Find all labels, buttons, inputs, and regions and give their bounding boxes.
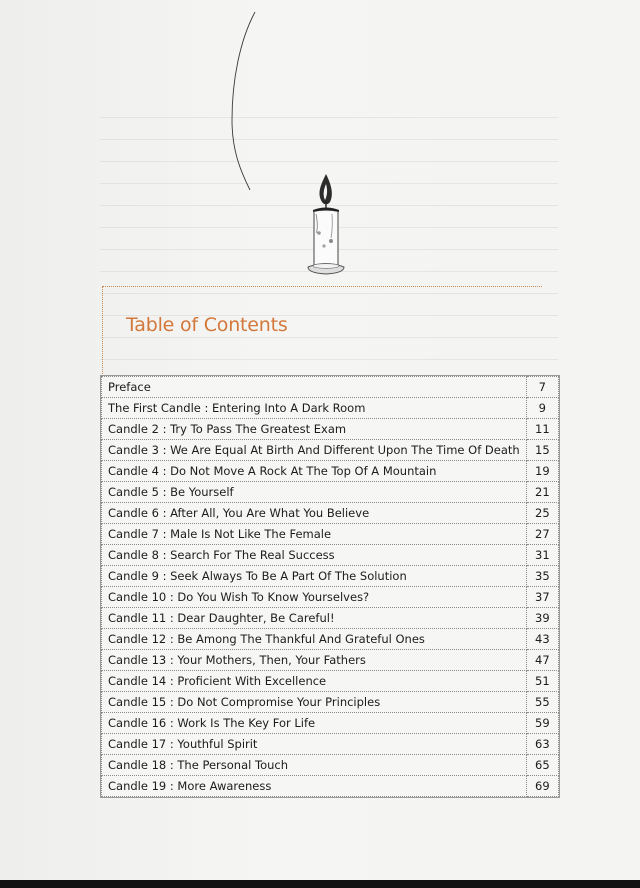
toc-row: [102, 671, 559, 692]
toc-entry-title: Candle 10 : Do You Wish To Know Yourselves?: [102, 587, 527, 608]
toc-entry-page: 55: [526, 692, 558, 713]
toc-entry-title: Candle 13 : Your Mothers, Then, Your Fathers: [102, 650, 527, 671]
toc-entry-page: 51: [526, 671, 558, 692]
toc-table: [101, 376, 559, 797]
toc-entry-page: 11: [526, 419, 558, 440]
toc-row: [102, 692, 559, 713]
toc-entry-page: 37: [526, 587, 558, 608]
toc-entry-title: The First Candle : Entering Into A Dark Room: [102, 398, 527, 419]
toc-row: [102, 608, 559, 629]
toc-entry-title: Candle 14 : Proficient With Excellence: [102, 671, 527, 692]
toc-entry-page: 65: [526, 755, 558, 776]
toc-entry-title: Candle 7 : Male Is Not Like The Female: [102, 524, 527, 545]
toc-entry-title: Candle 15 : Do Not Compromise Your Principles: [102, 692, 527, 713]
toc-entry-page: 35: [526, 566, 558, 587]
toc-entry-title: Candle 5 : Be Yourself: [102, 482, 527, 503]
toc-entry-page: 47: [526, 650, 558, 671]
toc-entry-page: 21: [526, 482, 558, 503]
toc-row: [102, 545, 559, 566]
toc-entry-title: Candle 8 : Search For The Real Success: [102, 545, 527, 566]
toc-entry-title: Candle 17 : Youthful Spirit: [102, 734, 527, 755]
toc-entry-title: Preface: [102, 377, 527, 398]
toc-entry-title: Candle 4 : Do Not Move A Rock At The Top Of A Mountain: [102, 461, 527, 482]
toc-entry-page: 19: [526, 461, 558, 482]
toc-entry-title: Candle 18 : The Personal Touch: [102, 755, 527, 776]
toc-entry-title: Candle 19 : More Awareness: [102, 776, 527, 797]
toc-row: [102, 629, 559, 650]
toc-row: [102, 503, 559, 524]
toc-entry-page: 27: [526, 524, 558, 545]
toc-row: [102, 755, 559, 776]
toc-entry-page: 15: [526, 440, 558, 461]
toc-row: [102, 650, 559, 671]
toc-entry-page: 43: [526, 629, 558, 650]
toc-entry-page: 31: [526, 545, 558, 566]
toc-entry-page: 7: [526, 377, 558, 398]
scan-edge: [0, 880, 640, 888]
toc-body: [102, 377, 559, 797]
toc-row: [102, 587, 559, 608]
toc-entry-title: Candle 11 : Dear Daughter, Be Careful!: [102, 608, 527, 629]
toc-entry-page: 59: [526, 713, 558, 734]
toc-row: [102, 482, 559, 503]
toc-title: Table of Contents: [126, 314, 288, 336]
toc-entry-page: 9: [526, 398, 558, 419]
toc-entry-title: Candle 3 : We Are Equal At Birth And Different Upon The Time Of Death: [102, 440, 527, 461]
toc-row: [102, 776, 559, 797]
toc-row: [102, 440, 559, 461]
toc-row: [102, 377, 559, 398]
toc-row: [102, 566, 559, 587]
toc-entry-title: Candle 6 : After All, You Are What You Believe: [102, 503, 527, 524]
toc-entry-title: Candle 12 : Be Among The Thankful And Grateful Ones: [102, 629, 527, 650]
candle-icon: [300, 172, 352, 282]
toc-entry-title: Candle 2 : Try To Pass The Greatest Exam: [102, 419, 527, 440]
toc-entry-title: Candle 16 : Work Is The Key For Life: [102, 713, 527, 734]
toc-row: [102, 734, 559, 755]
toc-entry-page: 25: [526, 503, 558, 524]
toc-row: [102, 461, 559, 482]
toc-row: [102, 419, 559, 440]
toc-entry-title: Candle 9 : Seek Always To Be A Part Of The Solution: [102, 566, 527, 587]
toc-row: [102, 713, 559, 734]
toc-entry-page: 39: [526, 608, 558, 629]
toc-row: [102, 398, 559, 419]
toc-row: [102, 524, 559, 545]
toc-entry-page: 69: [526, 776, 558, 797]
toc-entry-page: 63: [526, 734, 558, 755]
